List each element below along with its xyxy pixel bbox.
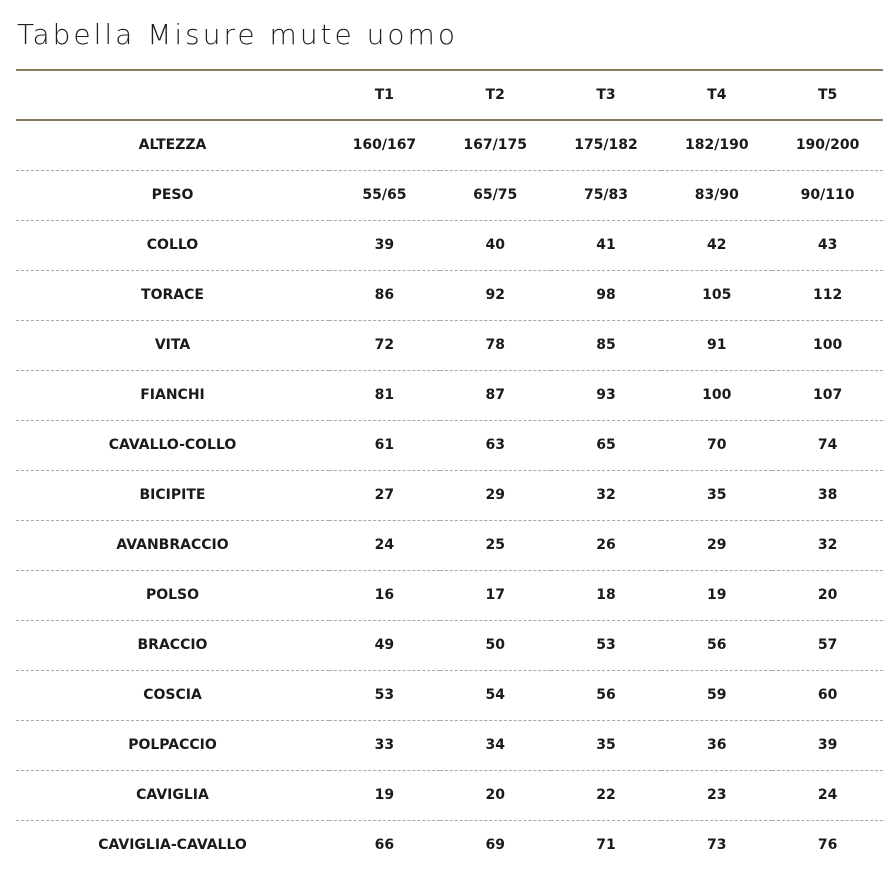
- size-value-cell: 56: [661, 620, 772, 670]
- size-value-cell: 53: [551, 620, 662, 670]
- table-body: [16, 120, 883, 870]
- size-value-cell: 36: [661, 720, 772, 770]
- size-value-cell: 86: [329, 270, 440, 320]
- row-label: ALTEZZA: [16, 120, 329, 170]
- size-value-cell: 90/110: [772, 170, 883, 220]
- size-value-cell: 25: [440, 520, 551, 570]
- row-label: CAVALLO-COLLO: [16, 420, 329, 470]
- size-value-cell: 17: [440, 570, 551, 620]
- page-title: Tabella Misure mute uomo: [17, 18, 458, 51]
- size-value-cell: 66: [374, 837, 395, 854]
- row-label: BRACCIO: [16, 620, 329, 670]
- row-label: AVANBRACCIO: [16, 520, 329, 570]
- size-value-cell: 59: [661, 670, 772, 720]
- size-value-cell: 43: [772, 220, 883, 270]
- header-cell-t4: T4: [661, 70, 772, 120]
- size-value-cell: 19: [329, 770, 440, 820]
- row-label: VITA: [16, 320, 329, 370]
- table-row: [16, 220, 883, 270]
- size-value-cell: 63: [440, 420, 551, 470]
- size-value-cell: 98: [551, 270, 662, 320]
- header-cell-t3: T3: [551, 70, 662, 120]
- size-value-cell: 57: [772, 620, 883, 670]
- size-value-cell: 182/190: [661, 120, 772, 170]
- size-value-cell: 107: [772, 370, 883, 420]
- size-value-cell: 27: [329, 470, 440, 520]
- size-value-cell: 50: [440, 620, 551, 670]
- table-row: [16, 820, 883, 870]
- size-value-cell: 42: [661, 220, 772, 270]
- size-value-cell: 35: [661, 470, 772, 520]
- size-value-cell: 32: [772, 520, 883, 570]
- size-value-cell: 18: [551, 570, 662, 620]
- size-value-cell: 26: [551, 520, 662, 570]
- size-value-cell: 112: [772, 270, 883, 320]
- size-value-cell: 81: [329, 370, 440, 420]
- row-label: CAVIGLIA: [16, 770, 329, 820]
- size-value-cell: 160/167: [329, 120, 440, 170]
- size-value-cell: 39: [772, 720, 883, 770]
- size-value-cell: 16: [329, 570, 440, 620]
- size-value-cell: 167/175: [440, 120, 551, 170]
- size-value-cell: 56: [551, 670, 662, 720]
- size-table: [16, 69, 883, 870]
- size-value-cell: 75/83: [551, 170, 662, 220]
- size-value-cell: 24: [772, 770, 883, 820]
- row-label: COLLO: [16, 220, 329, 270]
- header-cell-empty: [16, 70, 329, 120]
- size-value-cell: 175/182: [551, 120, 662, 170]
- header-cell-t1: T1: [329, 70, 440, 120]
- size-value-cell: 35: [551, 720, 662, 770]
- size-value-cell: 54: [440, 670, 551, 720]
- size-value-cell: 72: [329, 320, 440, 370]
- size-value-cell: 20: [440, 770, 551, 820]
- table-row: [16, 770, 883, 820]
- size-value-cell: 83/90: [661, 170, 772, 220]
- table-row: [16, 370, 883, 420]
- header-cell-t2: T2: [440, 70, 551, 120]
- size-value-cell: 92: [440, 270, 551, 320]
- table-row: [16, 420, 883, 470]
- row-label: TORACE: [16, 270, 329, 320]
- size-value-cell: 65/75: [440, 170, 551, 220]
- size-value-cell: 32: [551, 470, 662, 520]
- table-row: [16, 570, 883, 620]
- table-row: [16, 170, 883, 220]
- size-value-cell: 39: [329, 220, 440, 270]
- size-value-cell: 38: [772, 470, 883, 520]
- row-label: CAVIGLIA-CAVALLO: [98, 837, 247, 854]
- size-value-cell: 60: [772, 670, 883, 720]
- size-value-cell: 23: [661, 770, 772, 820]
- size-value-cell: 71: [596, 837, 616, 854]
- size-value-cell: 78: [440, 320, 551, 370]
- table-row: [16, 120, 883, 170]
- row-label: POLPACCIO: [16, 720, 329, 770]
- table-row: [16, 520, 883, 570]
- size-value-cell: 93: [551, 370, 662, 420]
- size-value-cell: 69: [485, 837, 505, 854]
- table-row: [16, 270, 883, 320]
- table-row: [16, 470, 883, 520]
- size-value-cell: 74: [772, 420, 883, 470]
- table-row: [16, 620, 883, 670]
- size-value-cell: 55/65: [329, 170, 440, 220]
- size-value-cell: 100: [772, 320, 883, 370]
- table-row: [16, 320, 883, 370]
- table-row: [16, 720, 883, 770]
- size-value-cell: 87: [440, 370, 551, 420]
- size-value-cell: 53: [329, 670, 440, 720]
- size-value-cell: 49: [329, 620, 440, 670]
- size-value-cell: 73: [707, 837, 727, 854]
- size-value-cell: 61: [329, 420, 440, 470]
- size-value-cell: 33: [329, 720, 440, 770]
- row-label: COSCIA: [16, 670, 329, 720]
- row-label: POLSO: [16, 570, 329, 620]
- row-label: PESO: [16, 170, 329, 220]
- table-row: [16, 670, 883, 720]
- size-value-cell: 29: [440, 470, 551, 520]
- row-label: FIANCHI: [16, 370, 329, 420]
- size-value-cell: 91: [661, 320, 772, 370]
- size-value-cell: 76: [817, 837, 838, 854]
- size-value-cell: 40: [440, 220, 551, 270]
- row-label: BICIPITE: [16, 470, 329, 520]
- size-value-cell: 22: [551, 770, 662, 820]
- size-value-cell: 85: [551, 320, 662, 370]
- size-value-cell: 70: [661, 420, 772, 470]
- size-value-cell: 100: [661, 370, 772, 420]
- size-value-cell: 34: [440, 720, 551, 770]
- size-value-cell: 24: [329, 520, 440, 570]
- size-value-cell: 19: [661, 570, 772, 620]
- size-value-cell: 190/200: [772, 120, 883, 170]
- size-value-cell: 65: [551, 420, 662, 470]
- size-value-cell: 41: [551, 220, 662, 270]
- size-value-cell: 20: [772, 570, 883, 620]
- size-value-cell: 29: [661, 520, 772, 570]
- table-header-row: [16, 70, 883, 120]
- size-value-cell: 105: [661, 270, 772, 320]
- header-cell-t5: T5: [772, 70, 883, 120]
